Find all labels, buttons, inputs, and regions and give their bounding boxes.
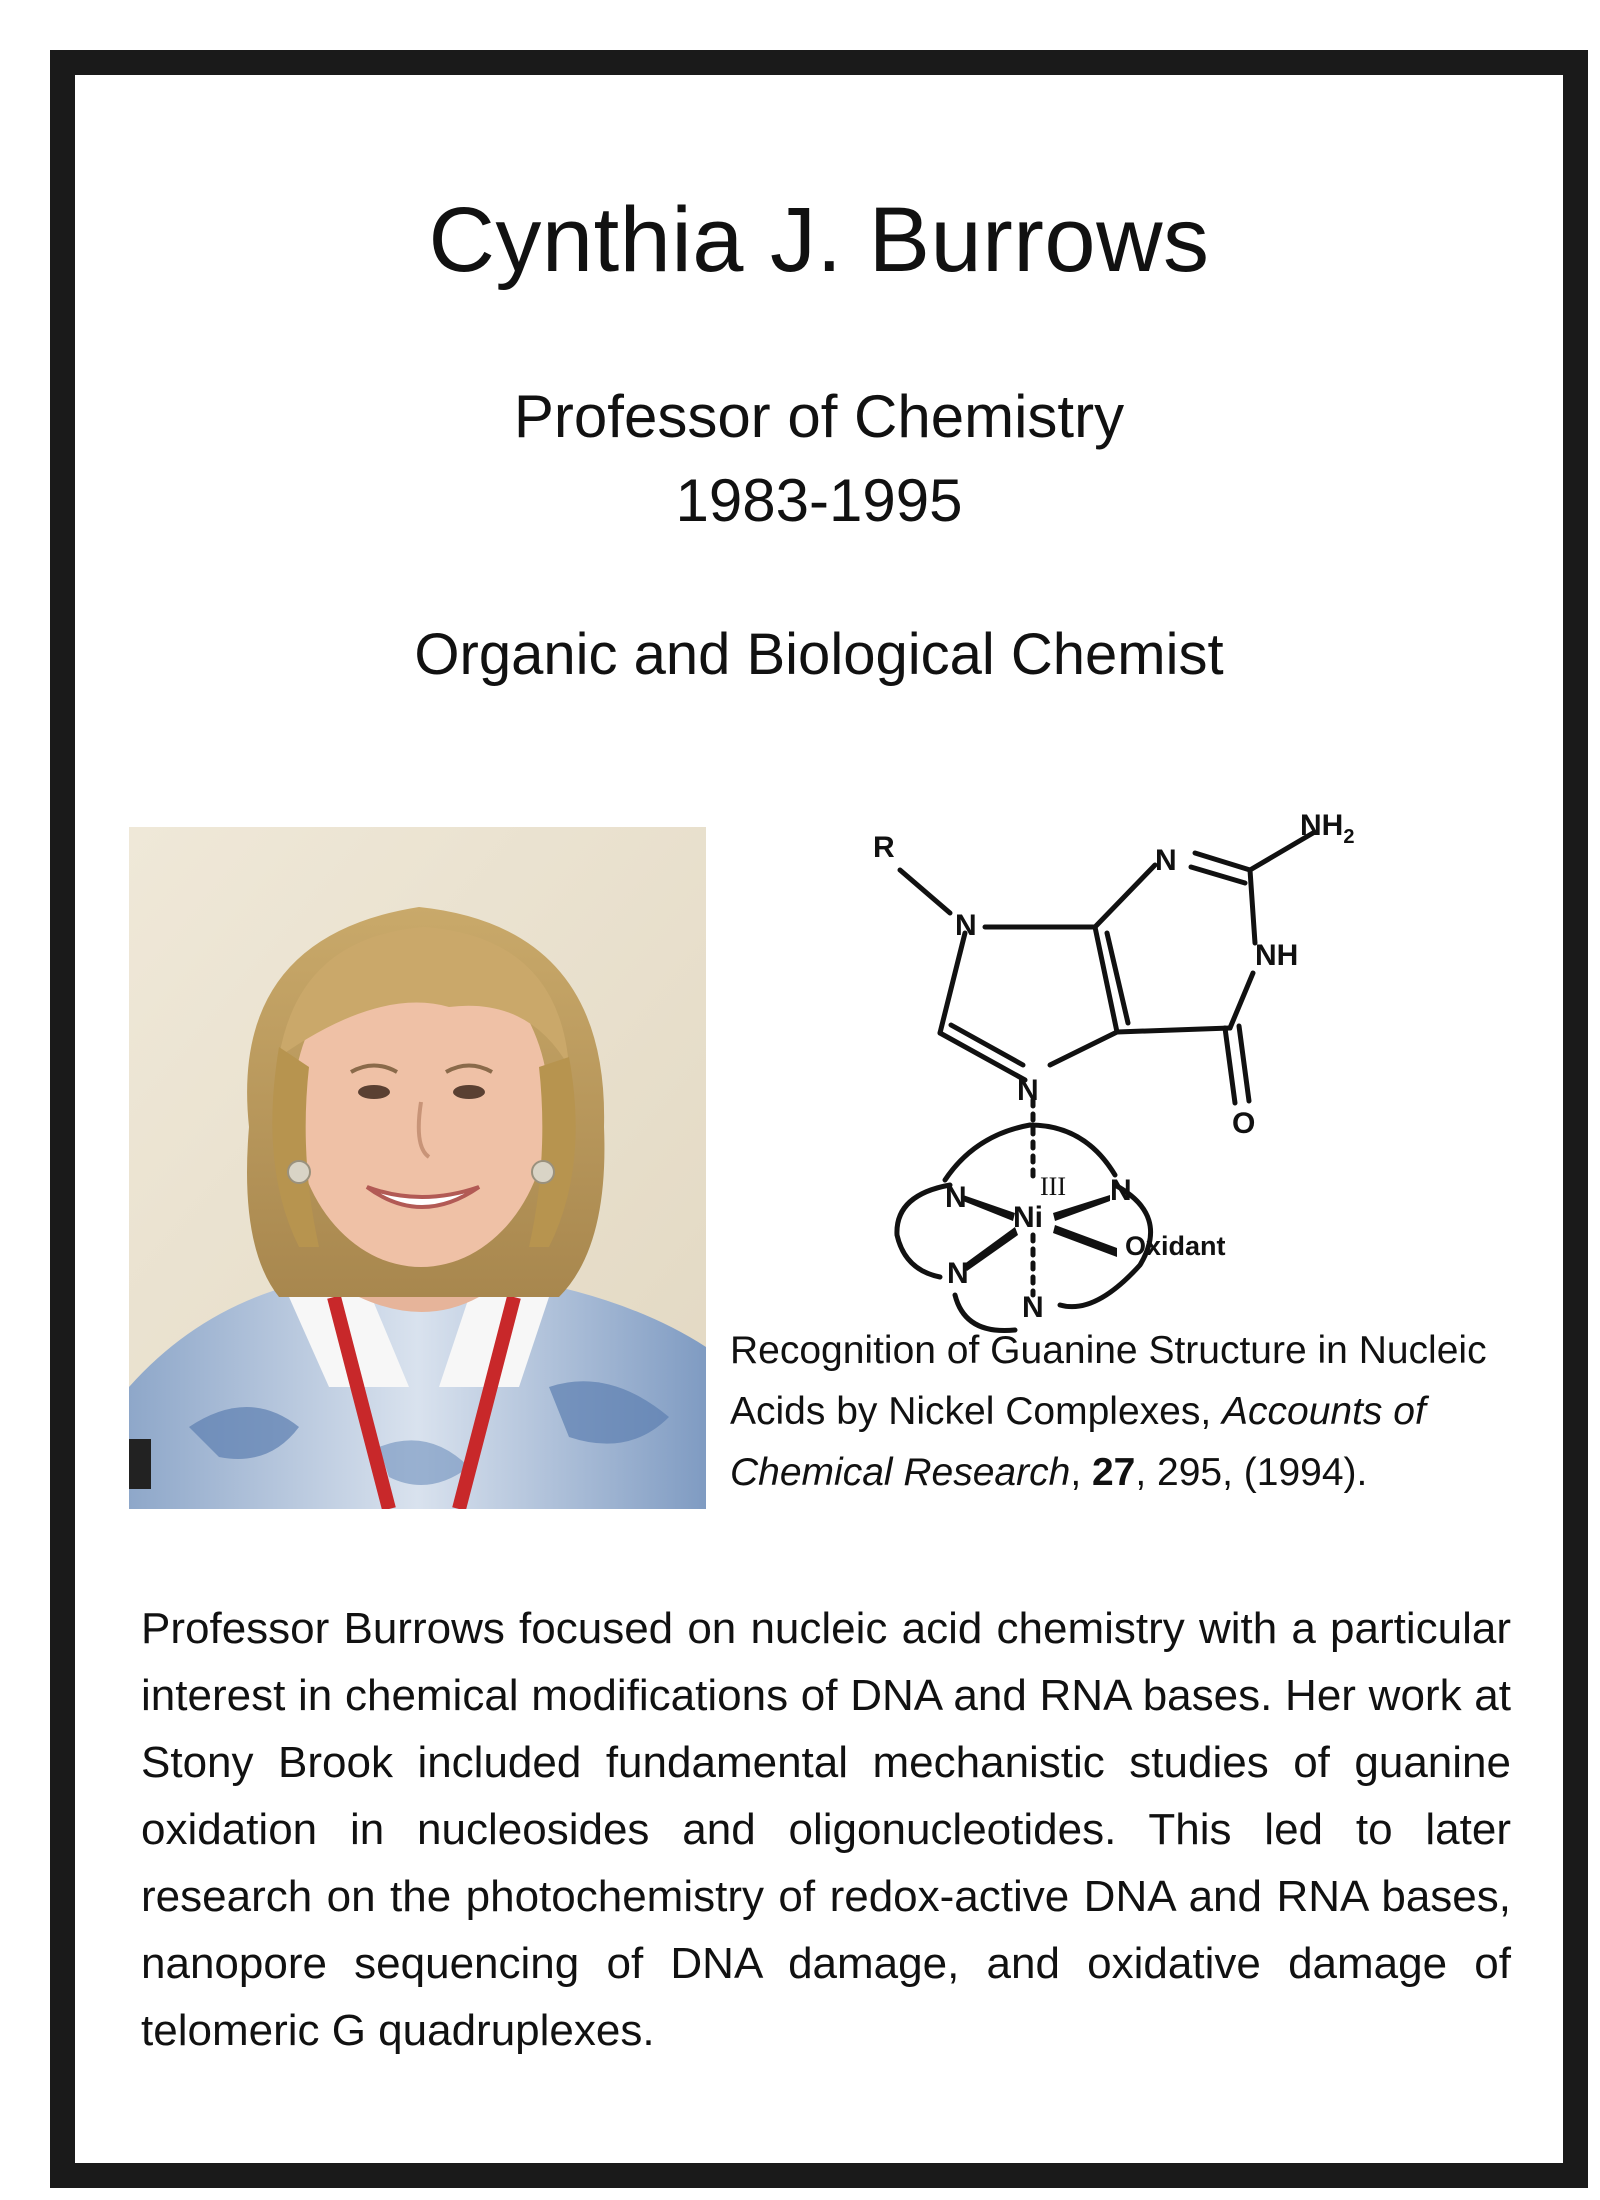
citation-pages-year: 295, (1994). bbox=[1157, 1451, 1368, 1494]
citation-journal: Accounts of Chemical Research bbox=[730, 1390, 1426, 1494]
oxidation-state-label: III bbox=[1040, 1172, 1066, 1201]
guanine-nickel-structure bbox=[855, 795, 1415, 1355]
person-name: Cynthia J. Burrows bbox=[428, 189, 1210, 291]
citation-separator: , bbox=[1070, 1451, 1092, 1494]
page-frame bbox=[50, 50, 1588, 2188]
title-block bbox=[75, 375, 1563, 543]
citation bbox=[730, 1320, 1490, 1503]
amine-label: $NH_2$ bbox=[1300, 809, 1355, 848]
oxidant-label: Oxidant bbox=[1125, 1231, 1226, 1261]
biography-paragraph: Professor Burrows focused on nucleic acid chemistry with a particular interest in chemical modifications of DNA and RNA bases. Her work at Stony Brook included fundamental mechanistic studies of guanine oxidation in nucleosides and oligonucleotides. This led to later research on the photochemistry of redox-active DNA and RNA bases, nanopore sequencing of DNA damage, and oxidative damage of telomeric G quadruplexes. bbox=[141, 1604, 1511, 2055]
citation-volume: 27 bbox=[1091, 1451, 1136, 1494]
r-group-label: R bbox=[873, 831, 895, 864]
n3-label: N bbox=[1155, 844, 1177, 877]
ligand-n2-label: N bbox=[1110, 1174, 1132, 1207]
citation-title: Recognition of Guanine Structure in Nucleic Acids by Nickel Complexes, bbox=[730, 1329, 1487, 1433]
portrait-drawing bbox=[129, 827, 706, 1509]
position-title: Professor of Chemistry bbox=[513, 383, 1125, 450]
nh-label: NH bbox=[1255, 939, 1299, 972]
n7-label: N bbox=[1017, 1074, 1039, 1107]
ligand-n3-label: N bbox=[947, 1257, 969, 1290]
specialty: Organic and Biological Chemist bbox=[414, 622, 1224, 687]
portrait-photo bbox=[129, 827, 706, 1509]
ligand-n4-label: N bbox=[1022, 1291, 1044, 1324]
nickel-label: Ni bbox=[1013, 1201, 1043, 1234]
ligand-n1-label: N bbox=[945, 1181, 967, 1214]
oxygen-label: O bbox=[1232, 1107, 1256, 1140]
citation-separator: , bbox=[1135, 1451, 1158, 1494]
n9-label: N bbox=[955, 909, 977, 942]
years: 1983-1995 bbox=[675, 467, 963, 534]
